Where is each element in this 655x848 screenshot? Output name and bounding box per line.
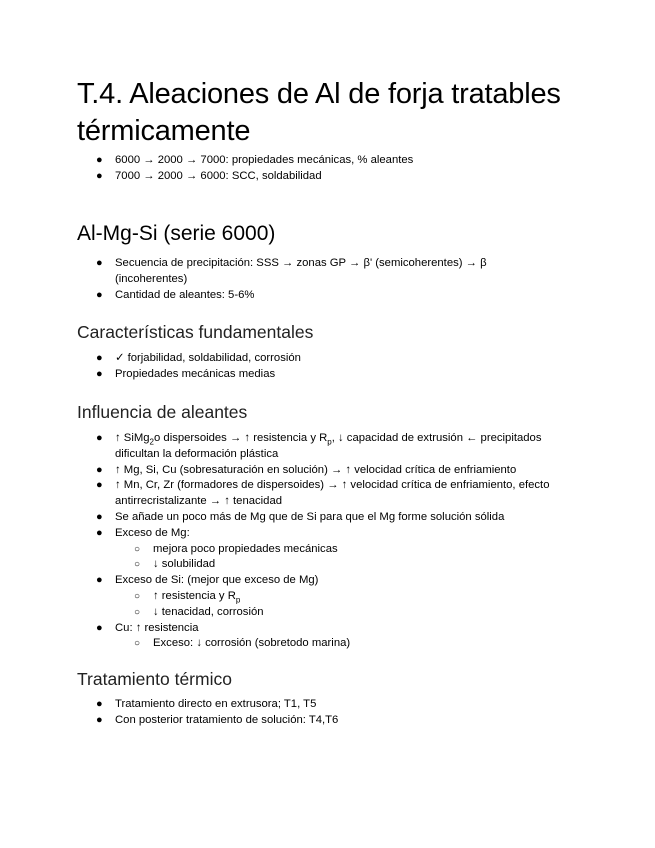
section-heading-influencia: Influencia de aleantes [77,402,248,422]
list-item: ● 6000 → 2000 → 7000: propiedades mecánicas, % aleantes [77,153,597,169]
influencia-list [77,431,587,652]
list-item: ● ↑ Mn, Cr, Zr (formadores de dispersoides) → ↑ velocidad crítica de enfriamiento, efecto antirrecristalizante → ↑ tenacidad [96,479,550,508]
list-item: ● Se añade un poco más de Mg que de Si para que el Mg forme solución sólida [77,510,587,526]
hollow-bullet-icon: ○ [134,543,141,555]
caracteristicas-list [77,351,597,383]
list-item: ● Exceso de Mg: ○ mejora poco propiedades mecánicas ○ ↓ solubilidad [77,526,587,573]
list-item: ● ↑ SiMg$_2$o dispersoides → ↑ resistencia y $R_p$, ↓ capacidad de extrusión ← precipitados dificultan la deformación plástica [96,432,542,460]
list-item: ● Cantidad de aleantes: 5-6% [77,288,597,304]
section-heading-caracteristicas: Características fundamentales [77,322,314,342]
hollow-bullet-icon: ○ [134,590,141,602]
hollow-bullet-icon: ○ [134,559,141,571]
section-heading-tratamiento: Tratamiento térmico [77,669,232,689]
hollow-bullet-icon: ○ [134,606,141,618]
section-heading-almgsi: Al-Mg-Si (serie 6000) [77,222,276,245]
bullet-icon: ● [96,510,103,523]
list-item: ● Con posterior tratamiento de solución: T4,T6 [77,713,597,729]
bullet-icon: ● [96,698,103,710]
bullet-icon: ● [96,352,103,364]
bullet-icon: ● [96,463,103,476]
sub-list-item: ○ ↓ solubilidad [115,557,587,573]
sub-list-item: ○ ↓ tenacidad, corrosión [115,605,587,621]
sub-list-item: ○ ↑ resistencia y $R_p$ [134,589,241,605]
sub-list-item: ○ Exceso: ↓ corrosión (sobretodo marina) [115,636,587,652]
almgsi-list [77,256,597,303]
list-item: ● Propiedades mecánicas medias [77,367,597,383]
bullet-icon: ● [96,432,103,444]
list-item: ● Tratamiento directo en extrusora; T1, T5 [77,697,597,713]
list-item: ● ✓ forjabilidad, soldabilidad, corrosión [77,351,597,367]
bullet-icon: ● [96,169,103,182]
sub-list [115,542,587,574]
bullet-icon: ● [96,713,103,726]
bullet-icon: ● [96,526,103,539]
hollow-bullet-icon: ○ [134,638,141,650]
bullet-icon: ● [96,479,103,492]
page-title: T.4. Aleaciones de Al de forja tratables térmicamente [77,78,561,147]
list-item: ● 7000 → 2000 → 6000: SCC, soldabilidad [77,169,597,185]
list-item: ● Exceso de Si: (mejor que exceso de Mg) ○ ↑ resistencia y $R_p$ ○ ↓ tenacidad, corrosión [77,573,587,620]
list-item: ● Cu: ↑ resistencia ○ Exceso: ↓ corrosión (sobretodo marina) [77,621,587,653]
bullet-icon: ● [96,257,103,269]
intro-list [77,153,597,185]
bullet-icon: ● [96,288,103,301]
tratamiento-list [77,697,597,729]
list-item: ● Secuencia de precipitación: SSS → zonas GP → β' (semicoherentes) → β (incoherentes) [96,257,487,285]
bullet-icon: ● [96,574,103,587]
bullet-icon: ● [96,367,103,380]
bullet-icon: ● [96,154,103,166]
sub-list [115,636,587,652]
sub-list [115,589,587,621]
sub-list-item: ○ mejora poco propiedades mecánicas [115,542,587,558]
list-item: ● ↑ Mg, Si, Cu (sobresaturación en solución) → ↑ velocidad crítica de enfriamiento [77,463,587,479]
bullet-icon: ● [96,621,103,634]
